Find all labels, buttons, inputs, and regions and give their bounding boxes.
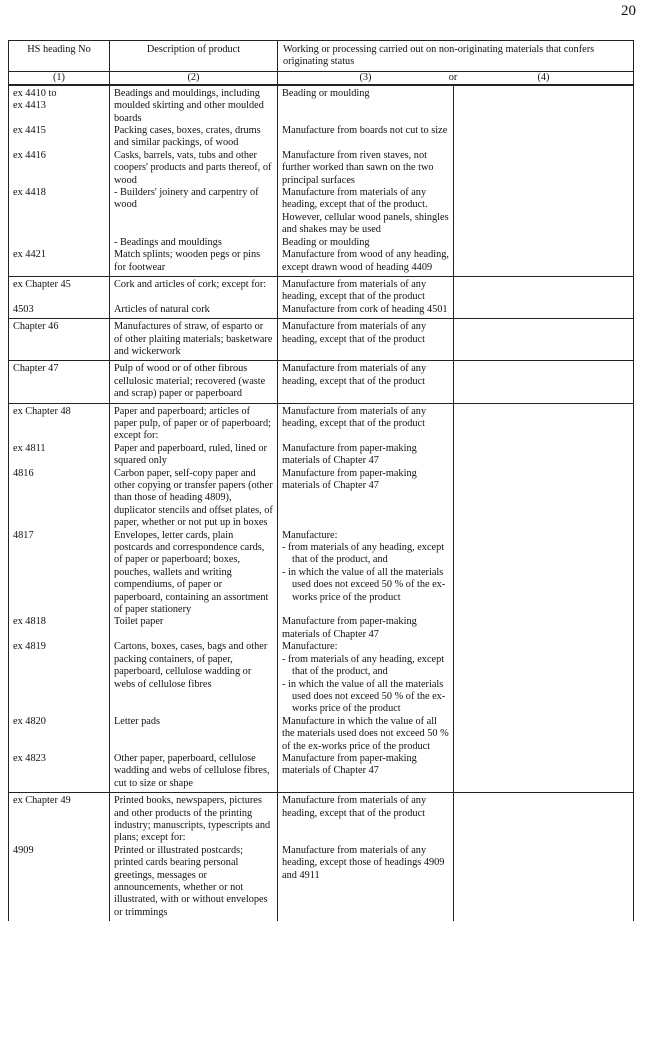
description-column bbox=[110, 277, 278, 318]
alt-rule-column bbox=[454, 86, 633, 276]
processing-rule: Manufacture from materials of any heading, except those of headings 4909 and 4911 bbox=[282, 844, 445, 881]
processing-rule: Manufacture: bbox=[282, 641, 338, 653]
description-column bbox=[110, 793, 278, 921]
alt-rule-column bbox=[454, 277, 633, 318]
product-description: Letter pads bbox=[114, 715, 161, 727]
product-description: - Beadings and mouldings bbox=[114, 236, 222, 248]
rules-table bbox=[8, 40, 634, 921]
product-description: Carbon paper, self-copy paper and other copying or transfer papers (other than those of heading 4809), duplicator stencils and offset plates, of paper, whether or not put up in boxes bbox=[114, 467, 273, 529]
hs-heading: Chapter 46 bbox=[13, 321, 59, 333]
product-description: Manufactures of straw, of esparto or of other plaiting materials; basketware and wickerwork bbox=[114, 321, 273, 357]
processing-rule: Manufacture in which the value of all the materials used does not exceed 50 % of the ex-works price of the product bbox=[282, 715, 449, 752]
table-section bbox=[9, 86, 633, 277]
product-description: Other paper, paperboard, cellulose wadding and webs of cellulose fibres, cut to size or shape bbox=[114, 752, 270, 789]
table-section bbox=[9, 277, 633, 319]
product-description: Match splints; wooden pegs or pins for footwear bbox=[114, 249, 261, 273]
processing-rule: Manufacture from materials of any heading, except that of the product bbox=[282, 795, 427, 819]
hs-heading: 4816 bbox=[13, 467, 34, 479]
table-header bbox=[9, 41, 633, 72]
product-description: Packing cases, boxes, crates, drums and similar packings, of wood bbox=[114, 125, 261, 149]
product-description: Envelopes, letter cards, plain postcards and correspondence cards, of paper or paperboard; boxes, pouches, wallets and writing compendiums, of paper or paperboard, containing an assortment of paper stationery bbox=[114, 529, 269, 616]
rule-condition: - from materials of any heading, except that of the product, and bbox=[282, 653, 445, 678]
hs-heading bbox=[13, 237, 105, 249]
hs-heading: ex 4818 bbox=[13, 616, 46, 628]
header-description: Description of product bbox=[110, 41, 278, 71]
product-description: Articles of natural cork bbox=[114, 303, 210, 315]
hs-heading: Chapter 47 bbox=[13, 363, 59, 375]
processing-rule: Manufacture from materials of any heading, except that of the product. However, cellular wood panels, shingles and shakes may be used bbox=[282, 187, 449, 236]
hs-column bbox=[9, 793, 110, 921]
table-section bbox=[9, 319, 633, 361]
hs-heading: 4909 bbox=[13, 844, 34, 856]
alt-rule-column bbox=[454, 404, 633, 793]
hs-column bbox=[9, 404, 110, 793]
hs-heading: 4503 bbox=[13, 303, 34, 315]
table-section bbox=[9, 404, 633, 794]
hs-heading: ex 4416 bbox=[13, 149, 46, 161]
rule-condition: - in which the value of all the materials used does not exceed 50 % of the ex-works price of the product bbox=[282, 566, 446, 603]
rule-column bbox=[278, 277, 454, 318]
product-description: Casks, barrels, vats, tubs and other coopers' products and parts thereof, of wood bbox=[114, 149, 272, 186]
product-description: Printed books, newspapers, pictures and other products of the printing industry; manuscripts, typescripts and plans; except for: bbox=[114, 795, 271, 844]
rule-column bbox=[278, 793, 454, 921]
product-description: Printed or illustrated postcards; printed cards bearing personal greetings, messages or announcements, whether or not illustrated, with or without envelopes or trimmings bbox=[114, 844, 268, 918]
hs-heading: ex Chapter 48 bbox=[13, 405, 71, 417]
processing-rule: Manufacture from materials of any heading, except that of the product bbox=[282, 405, 427, 429]
table-section bbox=[9, 793, 633, 921]
rule-column bbox=[278, 404, 454, 793]
hs-column bbox=[9, 361, 110, 402]
processing-rule: Manufacture from wood of any heading, except drawn wood of heading 4409 bbox=[282, 249, 449, 273]
processing-rule: Manufacture from riven staves, not further worked than sawn on the two principal surfaces bbox=[282, 149, 434, 186]
rule-condition: - in which the value of all the materials used does not exceed 50 % of the ex-works price of the product bbox=[282, 678, 446, 715]
processing-rule: Manufacture from boards not cut to size bbox=[282, 125, 448, 137]
hs-heading: ex 4811 bbox=[13, 442, 46, 454]
processing-rule: Beading or moulding bbox=[282, 87, 370, 99]
processing-rule: Manufacture from paper-making materials of Chapter 47 bbox=[282, 442, 417, 467]
processing-rule: Manufacture from materials of any heading, except that of the product bbox=[282, 278, 427, 303]
description-column bbox=[110, 361, 278, 402]
hs-heading: ex 4421 bbox=[13, 249, 46, 261]
col-number-3: (3) bbox=[359, 71, 372, 83]
processing-rule: Manufacture from materials of any heading, except that of the product bbox=[282, 363, 427, 387]
table-section bbox=[9, 361, 633, 403]
hs-heading: ex Chapter 45 bbox=[13, 278, 71, 290]
product-description: Cartons, boxes, cases, bags and other packing containers, of paper, paperboard, cellulose wadding or webs of cellulose fibres bbox=[114, 641, 268, 690]
col-number-2: (2) bbox=[110, 72, 278, 84]
processing-rule: Beading or moulding bbox=[282, 236, 370, 248]
rule-column bbox=[278, 361, 454, 402]
product-description: - Builders' joinery and carpentry of wood bbox=[114, 187, 259, 211]
alt-rule-column bbox=[454, 361, 633, 402]
rule-column bbox=[278, 86, 454, 276]
hs-heading: ex 4823 bbox=[13, 752, 46, 764]
hs-heading: ex 4410 to ex 4413 bbox=[13, 87, 57, 112]
hs-heading: ex Chapter 49 bbox=[13, 795, 71, 807]
processing-rule: Manufacture from cork of heading 4501 bbox=[282, 303, 448, 315]
hs-column bbox=[9, 86, 110, 276]
product-description: Beadings and mouldings, including moulded skirting and other moulded boards bbox=[114, 87, 264, 124]
or-label: or bbox=[448, 71, 458, 83]
hs-column bbox=[9, 319, 110, 360]
header-hs-heading: HS heading No bbox=[9, 41, 110, 71]
product-description: Cork and articles of cork; except for: bbox=[114, 278, 267, 290]
header-working: Working or processing carried out on non-originating materials that confers originating status bbox=[283, 44, 595, 68]
alt-rule-column bbox=[454, 319, 633, 360]
col-number-4: (4) bbox=[537, 71, 550, 83]
processing-rule: Manufacture from paper-making materials of Chapter 47 bbox=[282, 467, 417, 491]
hs-heading: 4817 bbox=[13, 529, 34, 541]
page-number: 20 bbox=[621, 3, 636, 19]
alt-rule-column bbox=[454, 793, 633, 921]
processing-rule: Manufacture from paper-making materials of Chapter 47 bbox=[282, 616, 417, 640]
product-description: Paper and paperboard; articles of paper pulp, of paper or of paperboard; except for: bbox=[114, 405, 271, 442]
processing-rule: Manufacture from materials of any heading, except that of the product bbox=[282, 321, 427, 345]
processing-rule: Manufacture: bbox=[282, 529, 338, 541]
hs-column bbox=[9, 277, 110, 318]
hs-heading: ex 4819 bbox=[13, 641, 46, 653]
hs-heading: ex 4820 bbox=[13, 715, 46, 727]
description-column bbox=[110, 404, 278, 793]
column-numbers bbox=[9, 72, 633, 86]
description-column bbox=[110, 319, 278, 360]
hs-heading: ex 4415 bbox=[13, 125, 46, 137]
description-column bbox=[110, 86, 278, 276]
col-number-1: (1) bbox=[9, 72, 110, 84]
rule-column bbox=[278, 319, 454, 360]
product-description: Paper and paperboard, ruled, lined or squared only bbox=[114, 442, 267, 467]
rule-condition: - from materials of any heading, except that of the product, and bbox=[282, 542, 445, 566]
product-description: Toilet paper bbox=[114, 616, 164, 628]
processing-rule: Manufacture from paper-making materials of Chapter 47 bbox=[282, 752, 417, 777]
hs-heading: ex 4418 bbox=[13, 187, 46, 199]
product-description: Pulp of wood or of other fibrous cellulosic material; recovered (waste and scrap) paper or paperboard bbox=[114, 363, 266, 400]
table-body bbox=[9, 86, 633, 921]
